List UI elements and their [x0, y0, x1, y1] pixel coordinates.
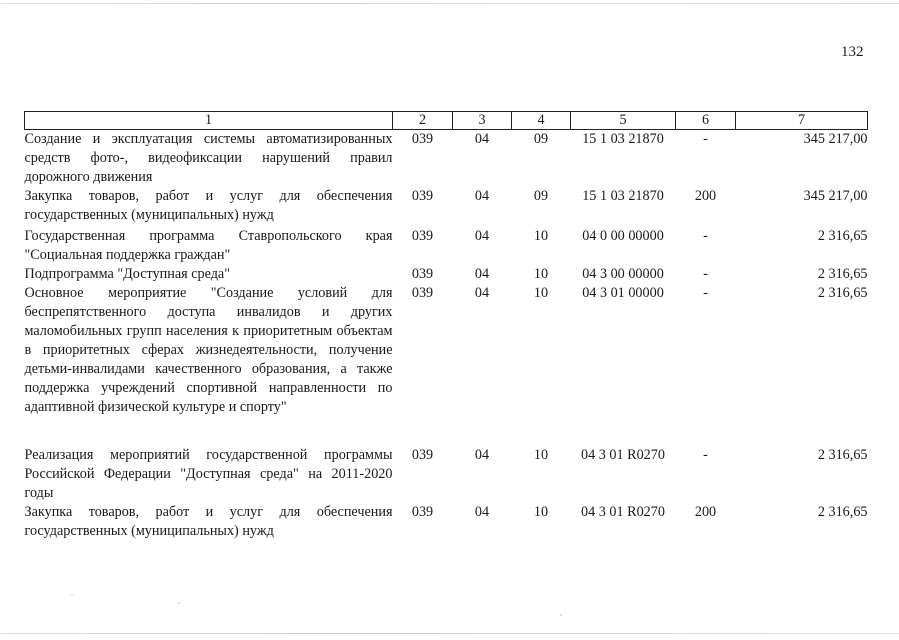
- cell-amount: 345 217,00: [803, 131, 868, 147]
- cell-subsection: 09: [533, 131, 549, 147]
- scan-speck: [178, 602, 180, 604]
- cell-code: 039: [411, 188, 434, 204]
- cell-section: 04: [474, 447, 490, 463]
- cell-subsection: 10: [533, 285, 549, 301]
- column-header: 5: [571, 112, 676, 130]
- table-row: [25, 284, 868, 446]
- column-header: 1: [25, 112, 393, 130]
- table-header-row: [25, 112, 868, 130]
- cell-expense-type: 200: [694, 504, 717, 520]
- table-row: [25, 503, 868, 541]
- cell-section: 04: [474, 228, 490, 244]
- column-header: 6: [676, 112, 736, 130]
- cell-code: 039: [411, 285, 434, 301]
- scan-speck: [71, 594, 73, 596]
- cell-subsection: 10: [533, 504, 549, 520]
- page-number: 132: [841, 44, 864, 60]
- cell-amount: 345 217,00: [803, 188, 868, 204]
- table-row: [25, 265, 868, 284]
- cell-target-article: 15 1 03 21870: [582, 131, 664, 147]
- table-row: [25, 187, 868, 227]
- cell-subsection: 10: [533, 447, 549, 463]
- cell-section: 04: [474, 266, 490, 282]
- cell-code: 039: [411, 447, 434, 463]
- cell-code: 039: [411, 504, 434, 520]
- cell-expense-type: -: [703, 447, 708, 463]
- cell-section: 04: [474, 504, 490, 520]
- column-header: 7: [736, 112, 868, 130]
- row-name: Закупка товаров, работ и услуг для обеспечения государственных (муниципальных) нужд: [24, 504, 393, 539]
- cell-expense-type: -: [703, 266, 708, 282]
- column-header: 2: [393, 112, 453, 130]
- cell-expense-type: 200: [694, 188, 717, 204]
- cell-target-article: 04 3 01 R0270: [581, 504, 665, 520]
- scan-edge-top: [0, 3, 899, 4]
- cell-amount: 2 316,65: [817, 266, 868, 282]
- cell-section: 04: [474, 131, 490, 147]
- cell-section: 04: [474, 188, 490, 204]
- cell-expense-type: -: [703, 228, 708, 244]
- cell-target-article: 04 3 00 00000: [582, 266, 664, 282]
- row-name: Закупка товаров, работ и услуг для обеспечения государственных (муниципальных) нужд: [24, 188, 393, 223]
- cell-subsection: 09: [533, 188, 549, 204]
- cell-amount: 2 316,65: [817, 447, 868, 463]
- row-name: Реализация мероприятий государственной программы Российской Федерации "Доступная среда" на 2011-2020 годы: [24, 447, 393, 501]
- table-row: [25, 130, 868, 188]
- row-name: Создание и эксплуатация системы автоматизированных средств фото-, видеофиксации нарушений правил дорожного движения: [24, 131, 393, 185]
- cell-target-article: 04 3 01 00000: [582, 285, 664, 301]
- cell-expense-type: -: [703, 131, 708, 147]
- scan-speck: [560, 614, 562, 616]
- column-header: 3: [453, 112, 512, 130]
- row-name: Государственная программа Ставропольского края "Социальная поддержка граждан": [24, 228, 393, 263]
- column-header: 4: [512, 112, 571, 130]
- row-name: Основное мероприятие "Создание условий для беспрепятственного доступа инвалидов и других маломобильных групп населения к приоритетным объектам в приоритетных сферах жизнедеятельности, получение детьми-инвалидами качественного образования, а также поддержка учреждений спортивной направленности по адаптивной физической культуре и спорту": [24, 285, 393, 415]
- cell-expense-type: -: [703, 285, 708, 301]
- cell-amount: 2 316,65: [817, 228, 868, 244]
- cell-target-article: 04 3 01 R0270: [581, 447, 665, 463]
- cell-amount: 2 316,65: [817, 504, 868, 520]
- budget-table: [24, 111, 868, 541]
- table-row: [25, 227, 868, 265]
- scan-edge-bottom: [0, 633, 899, 634]
- table-row: [25, 446, 868, 503]
- cell-amount: 2 316,65: [817, 285, 868, 301]
- cell-code: 039: [411, 266, 434, 282]
- cell-section: 04: [474, 285, 490, 301]
- cell-code: 039: [411, 131, 434, 147]
- row-name: Подпрограмма "Доступная среда": [24, 266, 231, 282]
- cell-target-article: 04 0 00 00000: [582, 228, 664, 244]
- cell-target-article: 15 1 03 21870: [582, 188, 664, 204]
- cell-subsection: 10: [533, 228, 549, 244]
- cell-subsection: 10: [533, 266, 549, 282]
- cell-code: 039: [411, 228, 434, 244]
